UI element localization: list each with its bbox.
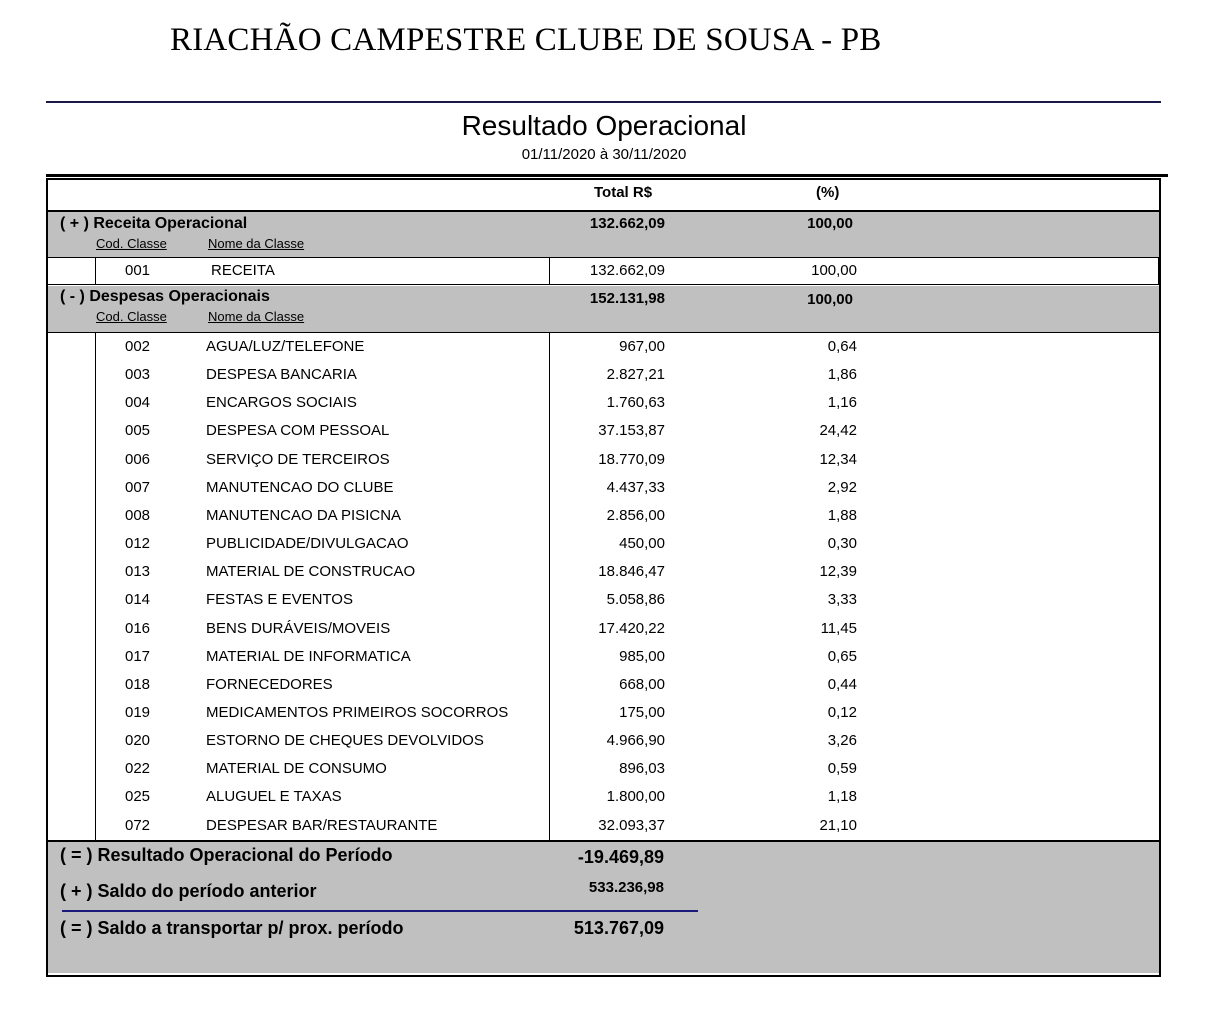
table-row-name: ALUGUEL E TAXAS <box>206 788 342 805</box>
table-row-pct: 2,92 <box>827 479 857 496</box>
resultado-value: -19.469,89 <box>577 847 664 867</box>
receitas-section-label: ( + ) Receita Operacional <box>60 215 248 232</box>
table-row-code: 020 <box>125 732 151 749</box>
table-row-pct: 100,00 <box>811 262 857 279</box>
column-header-divider <box>46 210 1161 212</box>
table-row-value: 17.420,22 <box>598 620 665 637</box>
report-title: Resultado Operacional <box>461 110 747 141</box>
table-row-value: 4.966,90 <box>606 732 665 749</box>
table-row-value: 4.437,33 <box>606 479 665 496</box>
saldo-anterior-label: ( + ) Saldo do período anterior <box>60 881 317 901</box>
title-divider <box>46 174 1168 177</box>
table-row-name: DESPESA COM PESSOAL <box>206 422 390 439</box>
table-row-pct: 24,42 <box>819 422 857 439</box>
summary-divider <box>62 910 698 912</box>
table-row-pct: 12,34 <box>819 451 857 468</box>
table-row-pct: 21,10 <box>819 817 857 834</box>
table-row-code: 006 <box>125 451 151 468</box>
table-row-pct: 3,33 <box>827 591 857 608</box>
receitas-subheader-code: Cod. Classe <box>96 236 167 251</box>
table-row-value: 985,00 <box>619 648 665 665</box>
table-row-code: 019 <box>125 704 151 721</box>
table-row-name: BENS DURÁVEIS/MOVEIS <box>206 620 391 637</box>
despesas-subheader-code: Cod. Classe <box>96 309 167 324</box>
table-row-name: ENCARGOS SOCIAIS <box>206 394 357 411</box>
despesas-top-divider <box>46 332 1161 333</box>
table-row-value: 1.760,63 <box>606 394 665 411</box>
table-row-code: 016 <box>125 620 151 637</box>
table-row-name: ESTORNO DE CHEQUES DEVOLVIDOS <box>206 732 484 749</box>
table-row-value: 967,00 <box>619 338 665 355</box>
table-row-code: 013 <box>125 563 151 580</box>
table-row-name: MANUTENCAO DA PISICNA <box>206 507 402 524</box>
table-row-value: 450,00 <box>619 535 665 552</box>
table-row-code: 002 <box>125 338 151 355</box>
table-row-pct: 1,88 <box>827 507 857 524</box>
resultado-label: ( = ) Resultado Operacional do Período <box>60 845 393 865</box>
table-row-code: 001 <box>125 262 151 279</box>
table-row-pct: 0,65 <box>827 648 857 665</box>
table-row-pct: 3,26 <box>827 732 857 749</box>
receitas-section-total: 132.662,09 <box>589 215 665 232</box>
saldo-transportar-label: ( = ) Saldo a transportar p/ prox. período <box>60 918 404 938</box>
table-row-code: 007 <box>125 479 151 496</box>
table-row-value: 2.827,21 <box>606 366 665 383</box>
receitas-subheader-name: Nome da Classe <box>208 236 305 251</box>
table-row-code: 004 <box>125 394 151 411</box>
saldo-transportar-value: 513.767,09 <box>573 918 664 938</box>
table-row-value: 132.662,09 <box>589 262 665 279</box>
table-row-pct: 1,18 <box>827 788 857 805</box>
table-row-value: 5.058,86 <box>606 591 665 608</box>
despesas-section-label: ( - ) Despesas Operacionais <box>60 288 270 305</box>
table-row-code: 025 <box>125 788 151 805</box>
table-row-value: 18.846,47 <box>598 563 665 580</box>
table-row-code: 003 <box>125 366 151 383</box>
table-row-pct: 0,59 <box>827 760 857 777</box>
report-period: 01/11/2020 à 30/11/2020 <box>521 146 687 163</box>
table-row-name: RECEITA <box>211 262 275 279</box>
despesas-section-pct: 100,00 <box>807 291 853 308</box>
column-header-pct: (%) <box>816 184 840 201</box>
column-header-total: Total R$ <box>594 184 653 201</box>
table-row-code: 022 <box>125 760 151 777</box>
receitas-section-pct: 100,00 <box>807 215 853 232</box>
table-row-pct: 1,16 <box>827 394 857 411</box>
table-row-pct: 0,44 <box>827 676 857 693</box>
table-row-value: 37.153,87 <box>598 422 665 439</box>
despesas-subheader-name: Nome da Classe <box>208 309 305 324</box>
table-row-name: MATERIAL DE CONSTRUCAO <box>206 563 416 580</box>
table-row-code: 012 <box>125 535 151 552</box>
despesas-bottom-divider <box>46 840 1161 842</box>
table-row-value: 668,00 <box>619 676 665 693</box>
table-row-name: AGUA/LUZ/TELEFONE <box>206 338 365 355</box>
despesas-section-total: 152.131,98 <box>589 290 665 307</box>
table-row-pct: 12,39 <box>819 563 857 580</box>
table-row-value: 175,00 <box>619 704 665 721</box>
despesas-code-divider <box>95 333 96 842</box>
table-row-name: SERVIÇO DE TERCEIROS <box>206 451 390 468</box>
table-row-name: PUBLICIDADE/DIVULGACAO <box>206 535 409 552</box>
table-row-pct: 0,30 <box>827 535 857 552</box>
table-row-code: 005 <box>125 422 151 439</box>
table-row-code: 017 <box>125 648 151 665</box>
table-row-code: 008 <box>125 507 151 524</box>
table-row-value: 896,03 <box>619 760 665 777</box>
table-row-name: DESPESAR BAR/RESTAURANTE <box>206 817 438 834</box>
table-row-name: FORNECEDORES <box>206 676 333 693</box>
table-row-value: 32.093,37 <box>598 817 665 834</box>
table-row-name: MANUTENCAO DO CLUBE <box>206 479 394 496</box>
table-row-value: 1.800,00 <box>606 788 665 805</box>
table-row-code: 018 <box>125 676 151 693</box>
table-row-name: MATERIAL DE INFORMATICA <box>206 648 411 665</box>
table-row-value: 18.770,09 <box>598 451 665 468</box>
table-row-code: 014 <box>125 591 151 608</box>
header-divider <box>46 101 1161 103</box>
receitas-code-divider <box>95 257 96 285</box>
table-row-name: MATERIAL DE CONSUMO <box>206 760 387 777</box>
table-row-pct: 11,45 <box>820 620 857 637</box>
table-row-name: FESTAS E EVENTOS <box>206 591 353 608</box>
table-row-name: DESPESA BANCARIA <box>206 366 357 383</box>
table-row-code: 072 <box>125 817 151 834</box>
table-row-pct: 0,64 <box>827 338 857 355</box>
club-name: RIACHÃO CAMPESTRE CLUBE DE SOUSA - PB <box>170 22 882 58</box>
table-row-value: 2.856,00 <box>606 507 665 524</box>
table-row-name: MEDICAMENTOS PRIMEIROS SOCORROS <box>206 704 509 721</box>
table-row-pct: 1,86 <box>827 366 857 383</box>
table-row-pct: 0,12 <box>827 704 857 721</box>
saldo-anterior-value: 533.236,98 <box>588 879 664 896</box>
